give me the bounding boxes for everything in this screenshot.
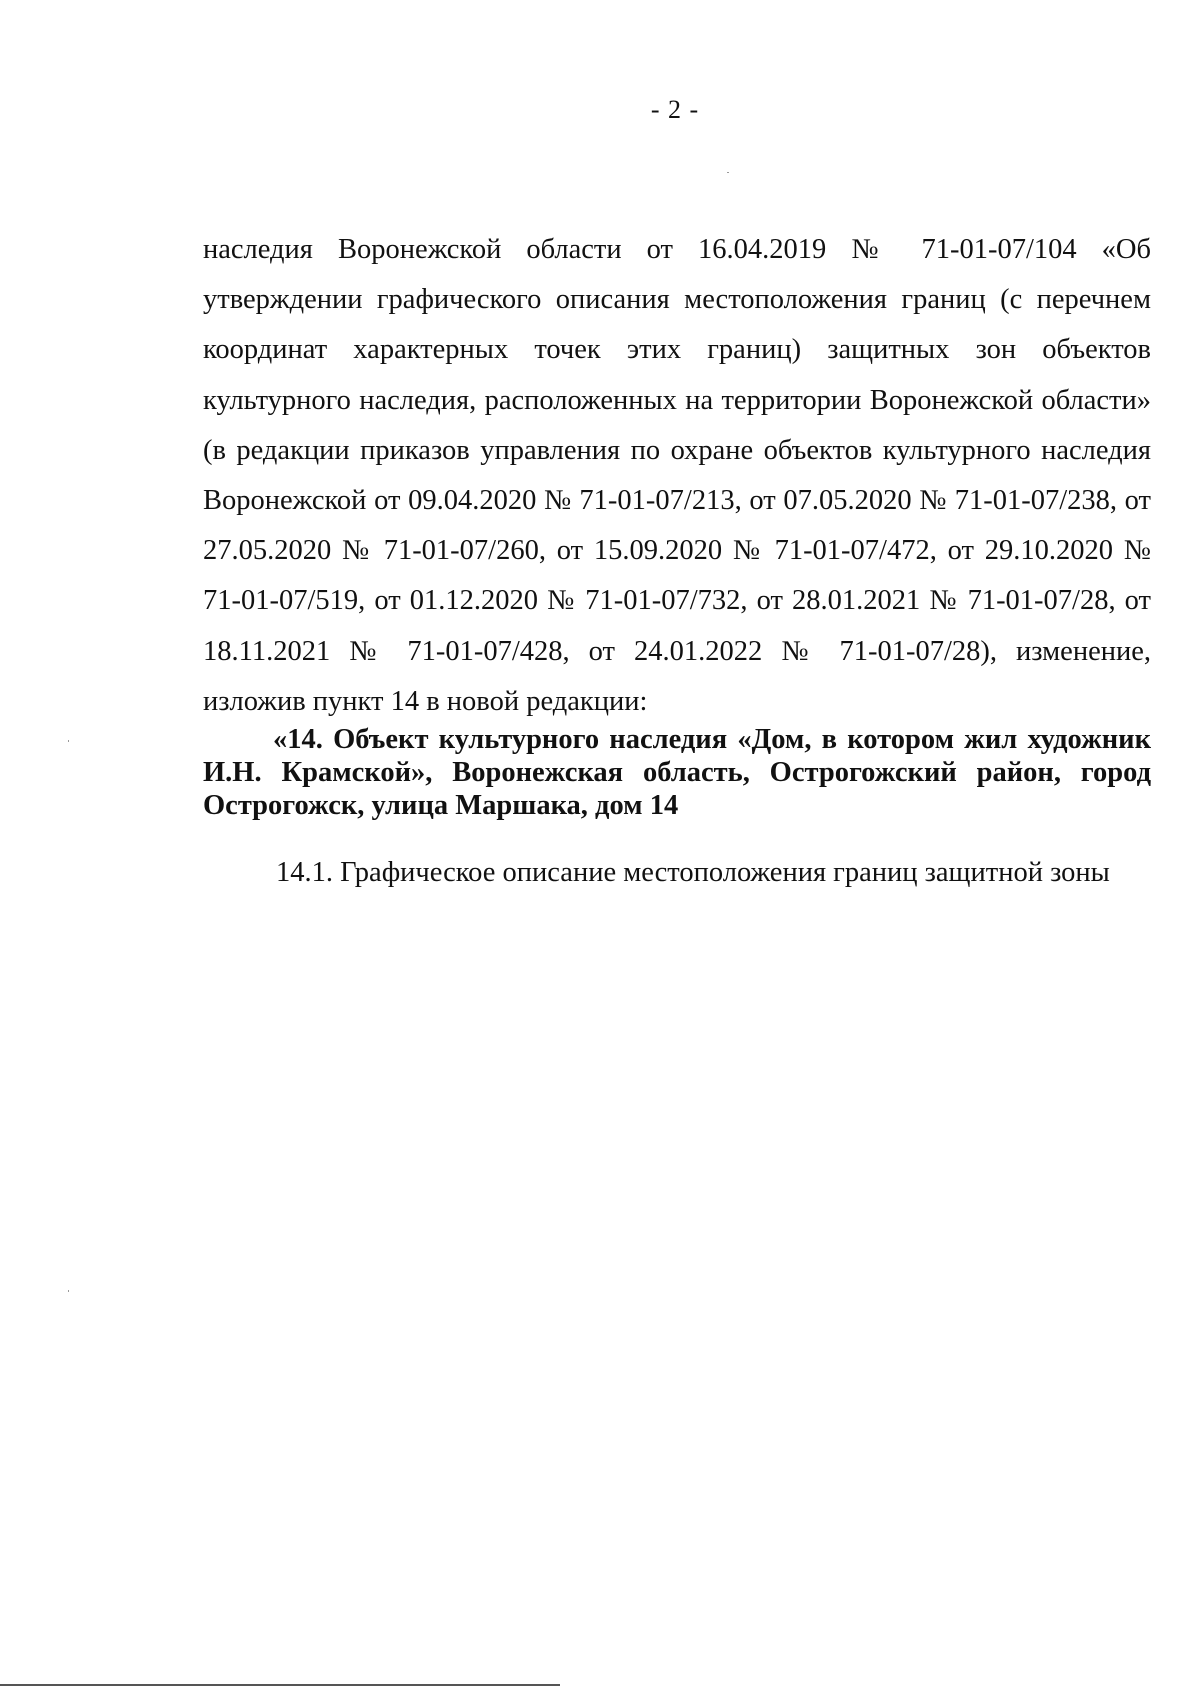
page-number: - 2 - [650,95,700,124]
scan-speck [727,172,729,173]
subpoint-text: 14.1. Графическое описание местоположения границ защитной зоны [276,857,1110,888]
bottom-rule [0,1684,560,1686]
scan-speck [68,1290,69,1292]
section-heading: «14. Объект культурного наследия «Дом, в котором жил художник И.Н. Крамской», Воронежская область, Острогожский район, город Острогожск, улица Маршака, дом 14 [203,724,1151,821]
main-paragraph: наследия Воронежской области от 16.04.2019 № 71-01-07/104 «Об утверждении графического описания местоположения границ (с перечнем координат характерных точек этих границ) защитных зон объектов культурного наследия, расположенных на территории Воронежской области» (в редакции приказов управления по охране объектов культурного наследия Воронежской от 09.04.2020 № 71-01-07/213, от 07.05.2020 № 71-01-07/238, от 27.05.2020 № 71-01-07/260, от 15.09.2020 № 71-01-07/472, от 29.10.2020 № 71-01-07/519, от 01.12.2020 № 71-01-07/732, от 28.01.2021 № 71-01-07/28, от 18.11.2021 № 71-01-07/428, от 24.01.2022 № 71-01-07/28), изменение, изложив пункт 14 в новой редакции: [203,234,1151,717]
scan-speck [68,740,69,742]
